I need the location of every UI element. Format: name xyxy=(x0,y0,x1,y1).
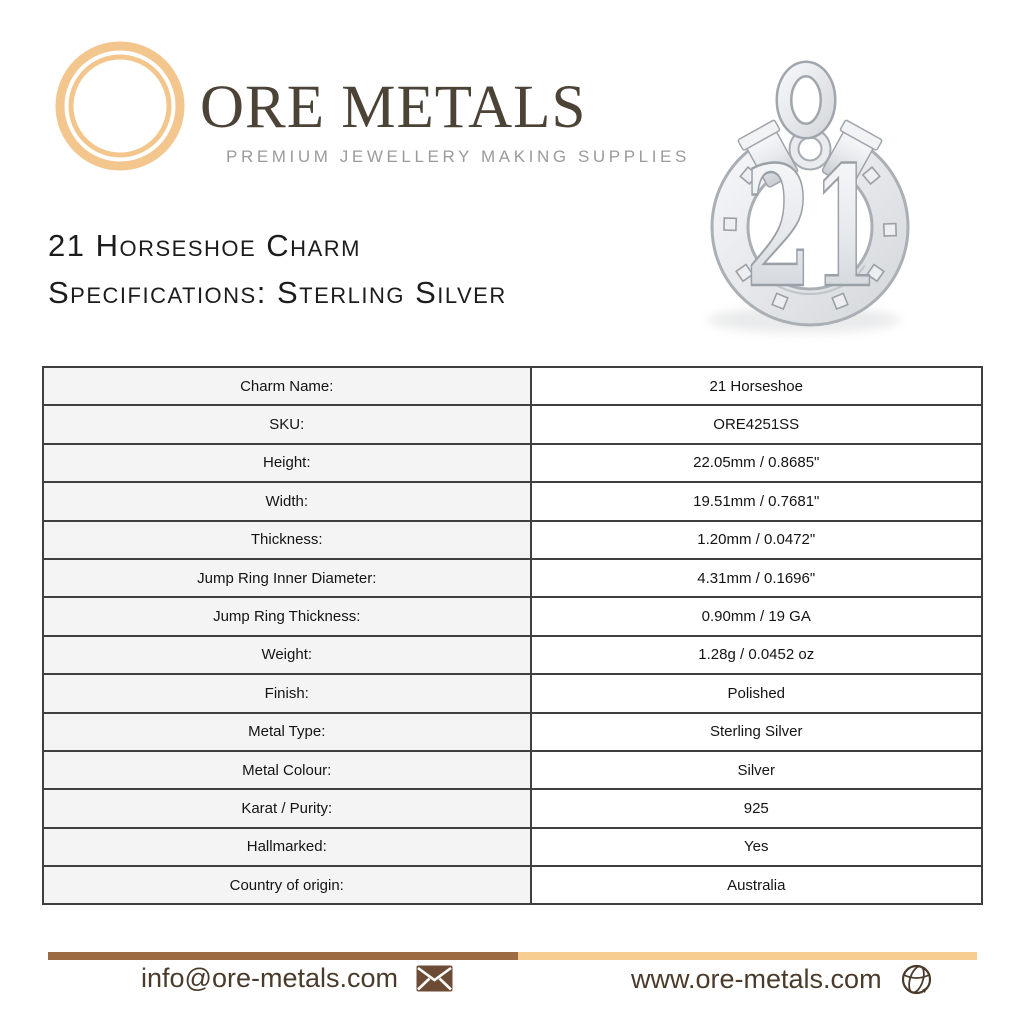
footer-divider xyxy=(48,952,977,960)
footer-email xyxy=(141,963,453,994)
product-title-block xyxy=(48,222,507,316)
divider-brown-segment xyxy=(48,952,518,960)
table-row xyxy=(43,828,982,866)
table-row xyxy=(43,405,982,443)
product-title-line2: Specifications: Sterling Silver xyxy=(48,275,507,310)
spec-value: Silver xyxy=(531,751,983,789)
spec-label: Jump Ring Thickness: xyxy=(43,597,531,635)
spec-value: 0.90mm / 19 GA xyxy=(531,597,983,635)
footer-website xyxy=(631,963,933,996)
table-row xyxy=(43,559,982,597)
spec-table xyxy=(42,366,983,905)
spec-value: 22.05mm / 0.8685" xyxy=(531,444,983,482)
spec-label: Metal Type: xyxy=(43,713,531,751)
spec-value: 21 Horseshoe xyxy=(531,367,983,405)
spec-value: Yes xyxy=(531,828,983,866)
brand-block xyxy=(200,76,690,167)
spec-label: Finish: xyxy=(43,674,531,712)
brand-name: ORE METALS xyxy=(200,74,587,141)
divider-tan-segment xyxy=(518,952,977,960)
table-row xyxy=(43,789,982,827)
spec-value: ORE4251SS xyxy=(531,405,983,443)
horseshoe-charm-image xyxy=(688,52,980,348)
spec-label: Charm Name: xyxy=(43,367,531,405)
table-row xyxy=(43,751,982,789)
table-row xyxy=(43,521,982,559)
brand-tagline: PREMIUM JEWELLERY MAKING SUPPLIES xyxy=(226,147,690,166)
spec-value: Sterling Silver xyxy=(531,713,983,751)
spec-label: Thickness: xyxy=(43,521,531,559)
table-row xyxy=(43,713,982,751)
spec-label: Weight: xyxy=(43,636,531,674)
spec-label: Karat / Purity: xyxy=(43,789,531,827)
globe-icon xyxy=(900,963,933,996)
spec-value: 925 xyxy=(531,789,983,827)
spec-label: Width: xyxy=(43,482,531,520)
spec-label: Country of origin: xyxy=(43,866,531,904)
website-text: www.ore-metals.com xyxy=(631,964,882,994)
spec-value: 19.51mm / 0.7681" xyxy=(531,482,983,520)
table-row xyxy=(43,636,982,674)
envelope-icon xyxy=(416,965,453,992)
spec-label: Jump Ring Inner Diameter: xyxy=(43,559,531,597)
table-row xyxy=(43,674,982,712)
spec-label: Hallmarked: xyxy=(43,828,531,866)
charm-number: 21 xyxy=(745,130,879,324)
spec-value: 1.28g / 0.0452 oz xyxy=(531,636,983,674)
table-row xyxy=(43,367,982,405)
table-row xyxy=(43,444,982,482)
table-row xyxy=(43,866,982,904)
spec-label: SKU: xyxy=(43,405,531,443)
brand-logo-ring-icon xyxy=(54,40,186,172)
table-row xyxy=(43,597,982,635)
spec-value: 1.20mm / 0.0472" xyxy=(531,521,983,559)
spec-value: 4.31mm / 0.1696" xyxy=(531,559,983,597)
spec-value: Australia xyxy=(531,866,983,904)
table-row xyxy=(43,482,982,520)
product-title-line1: 21 Horseshoe Charm xyxy=(48,228,361,263)
spec-label: Metal Colour: xyxy=(43,751,531,789)
product-photo xyxy=(688,52,980,348)
spec-label: Height: xyxy=(43,444,531,482)
email-text: info@ore-metals.com xyxy=(141,963,398,993)
spec-value: Polished xyxy=(531,674,983,712)
